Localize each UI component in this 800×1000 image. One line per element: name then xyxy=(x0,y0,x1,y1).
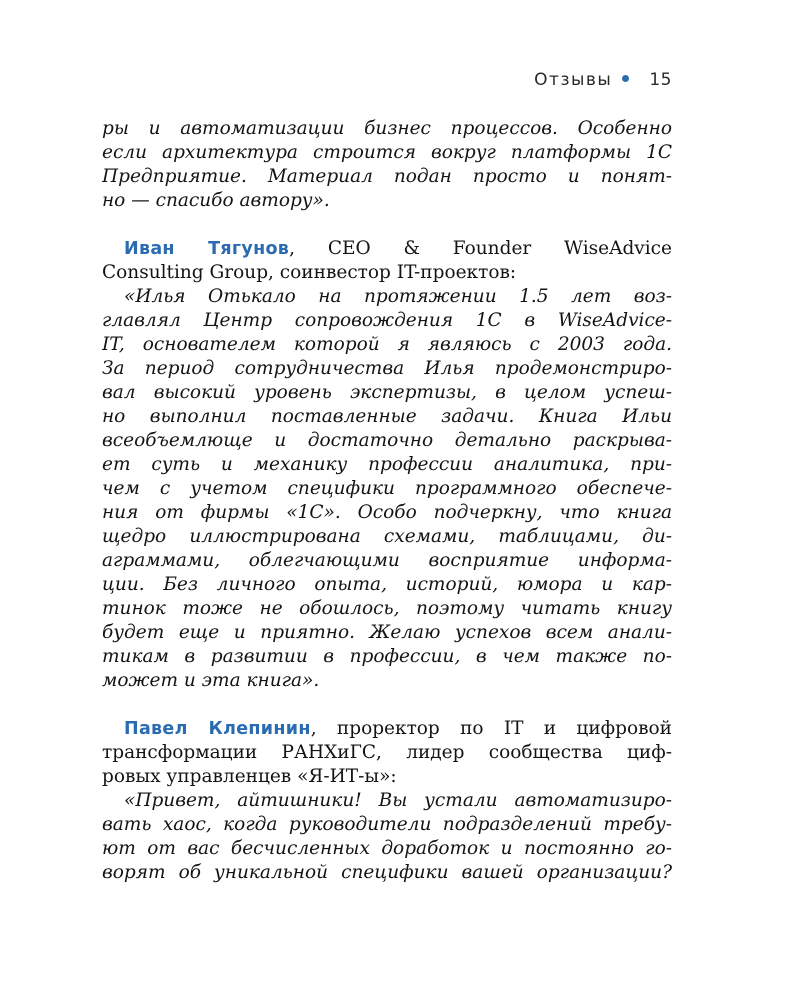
page-number: 15 xyxy=(649,70,672,90)
reviewer-name: Иван Тягунов xyxy=(124,239,290,259)
review1-quote-line: ет суть и механику профессии аналитика, при- xyxy=(102,454,672,475)
reviewer-name: Павел Клепинин xyxy=(124,719,311,739)
review1-quote-line: но выполнил поставленные задачи. Книга Ильи xyxy=(102,406,672,427)
bullet-dot-icon xyxy=(622,75,629,82)
review1-quote-line: тикам в развитии в профессии, в чем также по- xyxy=(102,646,672,667)
review1-quote-line: За период сотрудничества Илья продемонстриро- xyxy=(102,358,672,379)
running-head xyxy=(100,70,672,90)
review1-quote-line: ции. Без личного опыта, историй, юмора и кар- xyxy=(102,574,672,595)
review1-quote-line: тинок тоже не обошлось, поэтому читать книгу xyxy=(102,598,672,619)
intro-line: если архитектура строится вокруг платформы 1С xyxy=(102,142,672,163)
intro-line: но — спасибо автору». xyxy=(102,190,330,211)
review1-quote-line: чем с учетом специфики программного обеспече- xyxy=(102,478,672,499)
review2-byline-line: трансформации РАНХиГС, лидер сообщества циф- xyxy=(102,742,672,763)
review1-quote-line: IT, основателем которой я являюсь с 2003 года. xyxy=(102,334,672,355)
review2-byline-line: ровых управленцев «Я-ИТ-ы»: xyxy=(102,766,397,787)
review2-quote-line: ворят об уникальной специфики вашей организации? xyxy=(102,862,672,883)
reviewer-role: , CEO & Founder WiseAdvice xyxy=(289,238,672,259)
review1-quote-line: главлял Центр сопровождения 1С в WiseAdvice- xyxy=(102,310,672,331)
review1-quote-line: щедро иллюстрирована схемами, таблицами, ди- xyxy=(102,526,672,547)
review1-quote-line: «Илья Отькало на протяжении 1.5 лет воз- xyxy=(124,286,672,307)
review1-quote-line: аграммами, облегчающими восприятие информа- xyxy=(102,550,672,571)
review2-quote-line: «Привет, айтишники! Вы устали автоматизиро- xyxy=(124,790,672,811)
reviewer-role: , проректор по IT и цифровой xyxy=(310,718,672,739)
review1-quote-line: будет еще и приятно. Желаю успехов всем анали- xyxy=(102,622,672,643)
intro-line: ры и автоматизации бизнес процессов. Особенно xyxy=(102,118,672,139)
intro-line: Предприятие. Материал подан просто и понят- xyxy=(102,166,672,187)
review2-quote-line: ют от вас бесчисленных доработок и постоянно го- xyxy=(102,838,672,859)
review1-quote-line: всеобъемлюще и достаточно детально раскрыва- xyxy=(102,430,672,451)
review1-quote-line: ния от фирмы «1С». Особо подчеркну, что книга xyxy=(102,502,672,523)
body-text xyxy=(102,117,672,885)
section-title: Отзывы xyxy=(534,70,613,90)
review1-quote-line: вал высокий уровень экспертизы, в целом успеш- xyxy=(102,382,672,403)
review1-quote-line: может и эта книга». xyxy=(102,670,320,691)
review2-byline xyxy=(102,717,672,741)
review2-quote-line: вать хаос, когда руководители подразделений требу- xyxy=(102,814,672,835)
review1-byline-line: Consulting Group, соинвестор IT-проектов: xyxy=(102,262,517,283)
review1-byline xyxy=(102,237,672,261)
